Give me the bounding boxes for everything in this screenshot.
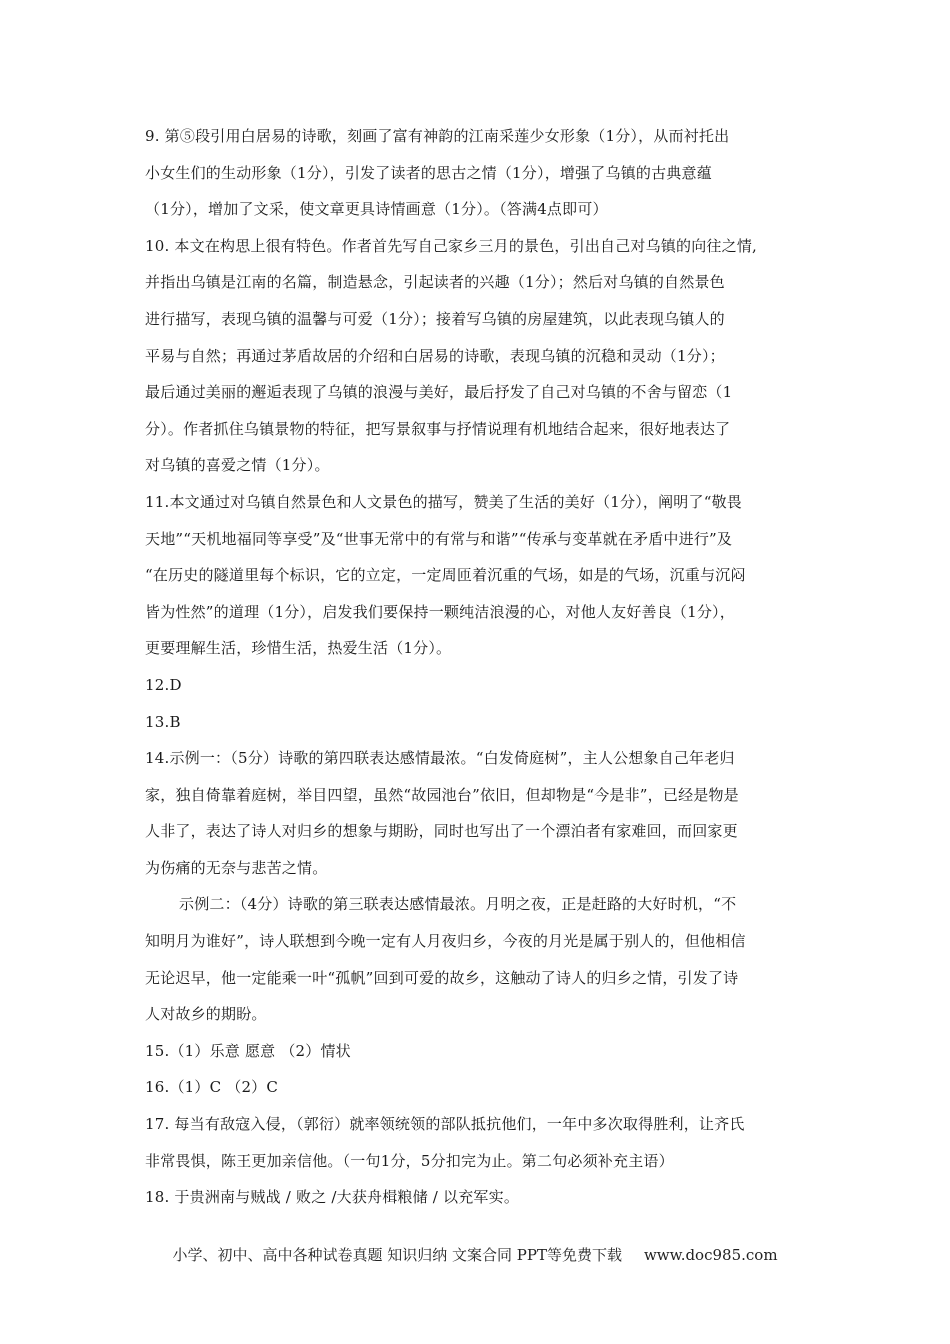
footer-text: 小学、初中、高中各种试卷真题 知识归纳 文案合同 PPT等免费下载 <box>172 1246 622 1264</box>
answer-line-9: 分）。作者抓住乌镇景物的特征，把写景叙事与抒情说理有机地结合起来，很好地表达了 <box>145 419 731 438</box>
answer-line-28: 17. 每当有敌寇入侵，（郭衍）就率领统领的部队抵抗他们，一年中多次取得胜利，让齐氏 <box>145 1115 745 1134</box>
answer-line-4: 10. 本文在构思上很有特色。作者首先写自己家乡三月的景色，引出自己对乌镇的向往之情, <box>145 236 757 255</box>
answer-line-29: 非常畏惧，陈王更加亲信他。（一句1分，5分扣完为止。第二句必须补充主语） <box>145 1151 674 1170</box>
answer-line-25: 人对故乡的期盼。 <box>145 1005 267 1024</box>
answer-line-12: 天地”“天机地福同等享受”及“世事无常中的有常与和谐”“传承与变革就在矛盾中进行”及 <box>145 529 733 548</box>
answer-line-3: （1分），增加了文采，使文章更具诗情画意（1分）。（答满4点即可） <box>145 200 608 219</box>
answer-line-16: 12.D <box>145 675 182 694</box>
answer-line-30: 18. 于贵洲南与贼战 / 败之 /大获舟楫粮储 / 以充军实。 <box>145 1188 520 1207</box>
answer-line-15: 更要理解生活，珍惜生活，热爱生活（1分）。 <box>145 639 452 658</box>
answer-line-5: 并指出乌镇是江南的名篇，制造悬念，引起读者的兴趣（1分）；然后对乌镇的自然景色 <box>145 273 725 292</box>
answer-line-8: 最后通过美丽的邂逅表现了乌镇的浪漫与美好，最后抒发了自己对乌镇的不舍与留恋（1 <box>145 383 733 402</box>
answer-line-14: 皆为性然”的道理（1分），启发我们要保持一颗纯洁浪漫的心，对他人友好善良（1分）， <box>145 602 735 621</box>
answer-line-23: 知明月为谁好”，诗人联想到今晚一定有人月夜归乡，今夜的月光是属于别人的，但他相信 <box>145 932 746 951</box>
answer-line-10: 对乌镇的喜爱之情（1分）。 <box>145 456 330 475</box>
answer-line-21: 为伤痛的无奈与悲苦之情。 <box>145 858 328 877</box>
answer-line-20: 人非了，表达了诗人对归乡的想象与期盼，同时也写出了一个漂泊者有家难回，而回家更 <box>145 822 738 841</box>
answer-line-7: 平易与自然；再通过茅盾故居的介绍和白居易的诗歌，表现乌镇的沉稳和灵动（1分）； <box>145 346 725 365</box>
page-footer <box>0 1244 950 1265</box>
answer-line-18: 14.示例一：（5分）诗歌的第四联表达感情最浓。“白发倚庭树”，主人公想象自己年老归 <box>145 749 735 768</box>
answer-line-19: 家，独自倚靠着庭树，举目四望，虽然“故园池台”依旧，但却物是“今是非”，已经是物是 <box>145 785 739 804</box>
answer-line-11: 11.本文通过对乌镇自然景色和人文景色的描写，赞美了生活的美好（1分），阐明了“敬畏 <box>145 492 742 511</box>
answer-line-24: 无论迟早，他一定能乘一叶“孤帆”回到可爱的故乡，这触动了诗人的归乡之情，引发了诗 <box>145 968 739 987</box>
answer-line-22: 示例二：（4分）诗歌的第三联表达感情最浓。月明之夜，正是赶路的大好时机，“不 <box>179 895 737 914</box>
answer-line-1: 9. 第⑤段引用白居易的诗歌，刻画了富有神韵的江南采莲少女形象（1分），从而衬托出 <box>145 127 730 145</box>
answer-line-27: 16.（1）C （2）C <box>145 1078 279 1097</box>
answer-content <box>145 118 815 1216</box>
footer-url[interactable]: www.doc985.com <box>643 1246 778 1264</box>
answer-line-6: 进行描写，表现乌镇的温馨与可爱（1分）；接着写乌镇的房屋建筑，以此表现乌镇人的 <box>145 309 725 328</box>
answer-line-17: 13.B <box>145 712 181 731</box>
answer-line-2: 小女生们的生动形象（1分），引发了读者的思古之情（1分），增强了乌镇的古典意蕴 <box>145 163 712 182</box>
answer-line-13: “在历史的隧道里每个标识，它的立定，一定周匝着沉重的气场，如是的气场，沉重与沉闷 <box>145 566 746 585</box>
answer-line-26: 15.（1）乐意 愿意 （2）情状 <box>145 1041 351 1060</box>
